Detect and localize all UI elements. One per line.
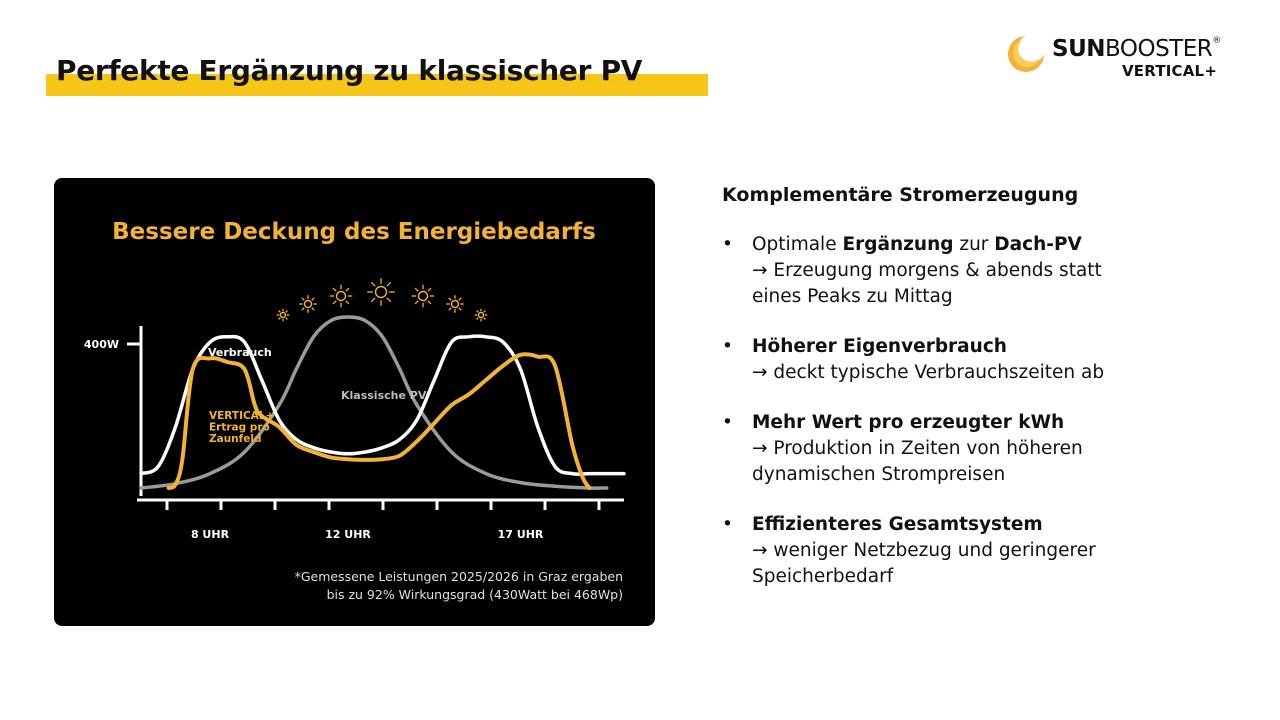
- sun-icon: [330, 285, 353, 308]
- chart-card: [54, 178, 655, 626]
- y-tick-label: 400W: [83, 338, 119, 351]
- bullet-item: [722, 232, 1222, 310]
- sun-icon: [475, 309, 488, 322]
- bullet-continuation: eines Peaks zu Mittag: [752, 286, 953, 307]
- sun-icon: [299, 295, 317, 313]
- logo-text-light: BOOSTER: [1105, 36, 1213, 62]
- series-label-pv: Klassische PV: [341, 389, 427, 402]
- sun-logo-icon: [1004, 32, 1048, 76]
- bullet-headline: Mehr Wert pro erzeugter kWh: [752, 412, 1065, 433]
- sun-icon: [277, 309, 290, 322]
- chart-title: Bessere Deckung des Energiebedarfs: [112, 219, 596, 245]
- bullet-dot: •: [722, 412, 733, 433]
- series-label-vertical: VERTICAL+ Ertrag pro Zaunfeld: [209, 410, 275, 445]
- bullet-dot: •: [722, 514, 733, 535]
- sunbooster-logo: [1004, 30, 1254, 82]
- bullet-bold: Dach-PV: [994, 234, 1082, 255]
- sun-icon: [367, 278, 395, 306]
- x-tick-label: 17 UHR: [497, 528, 544, 541]
- sun-icon: [412, 285, 435, 308]
- bullet-continuation: Speicherbedarf: [752, 566, 894, 587]
- logo-wordmark: [1052, 36, 1221, 62]
- bullet-arrow-line: → weniger Netzbezug und geringerer: [752, 540, 1096, 561]
- right-panel: [722, 184, 1222, 614]
- bullet-item: [722, 334, 1222, 386]
- bullet-arrow-line: → deckt typische Verbrauchszeiten ab: [752, 362, 1105, 383]
- footnote-line-1: *Gemessene Leistungen 2025/2026 in Graz ergaben: [294, 569, 623, 584]
- bullet-arrow-line: → Produktion in Zeiten von höheren: [752, 438, 1083, 459]
- chart-footnote: [295, 568, 623, 604]
- bullet-headline: [752, 232, 1222, 258]
- series-label-verbrauch: Verbrauch: [208, 346, 272, 359]
- sun-icon: [446, 295, 464, 313]
- bullet-text: zur: [953, 234, 995, 255]
- bullet-headline: Höherer Eigenverbrauch: [752, 336, 1007, 357]
- footnote-line-2: bis zu 92% Wirkungsgrad (430Watt bei 468Wp): [326, 587, 623, 602]
- page-title: Perfekte Ergänzung zu klassischer PV: [56, 54, 643, 87]
- logo-registered: ®: [1212, 36, 1221, 46]
- right-heading: Komplementäre Stromerzeugung: [722, 184, 1079, 206]
- x-tick-label: 8 UHR: [190, 528, 230, 541]
- bullet-item: [722, 512, 1222, 590]
- logo-subline: VERTICAL+: [1122, 62, 1218, 80]
- bullet-dot: •: [722, 336, 733, 357]
- x-tick-label: 12 UHR: [325, 528, 371, 541]
- bullet-headline: Effizienteres Gesamtsystem: [752, 514, 1043, 535]
- chart-svg: [54, 178, 655, 626]
- bullet-arrow-line: → Erzeugung morgens & abends statt: [752, 260, 1102, 281]
- bullet-bold: Ergänzung: [842, 234, 954, 255]
- logo-text-bold: SUN: [1052, 36, 1105, 62]
- bullet-item: [722, 410, 1222, 488]
- bullet-dot: •: [722, 234, 733, 255]
- bullet-text: Optimale: [752, 234, 843, 255]
- bullet-continuation: dynamischen Strompreisen: [752, 464, 1006, 485]
